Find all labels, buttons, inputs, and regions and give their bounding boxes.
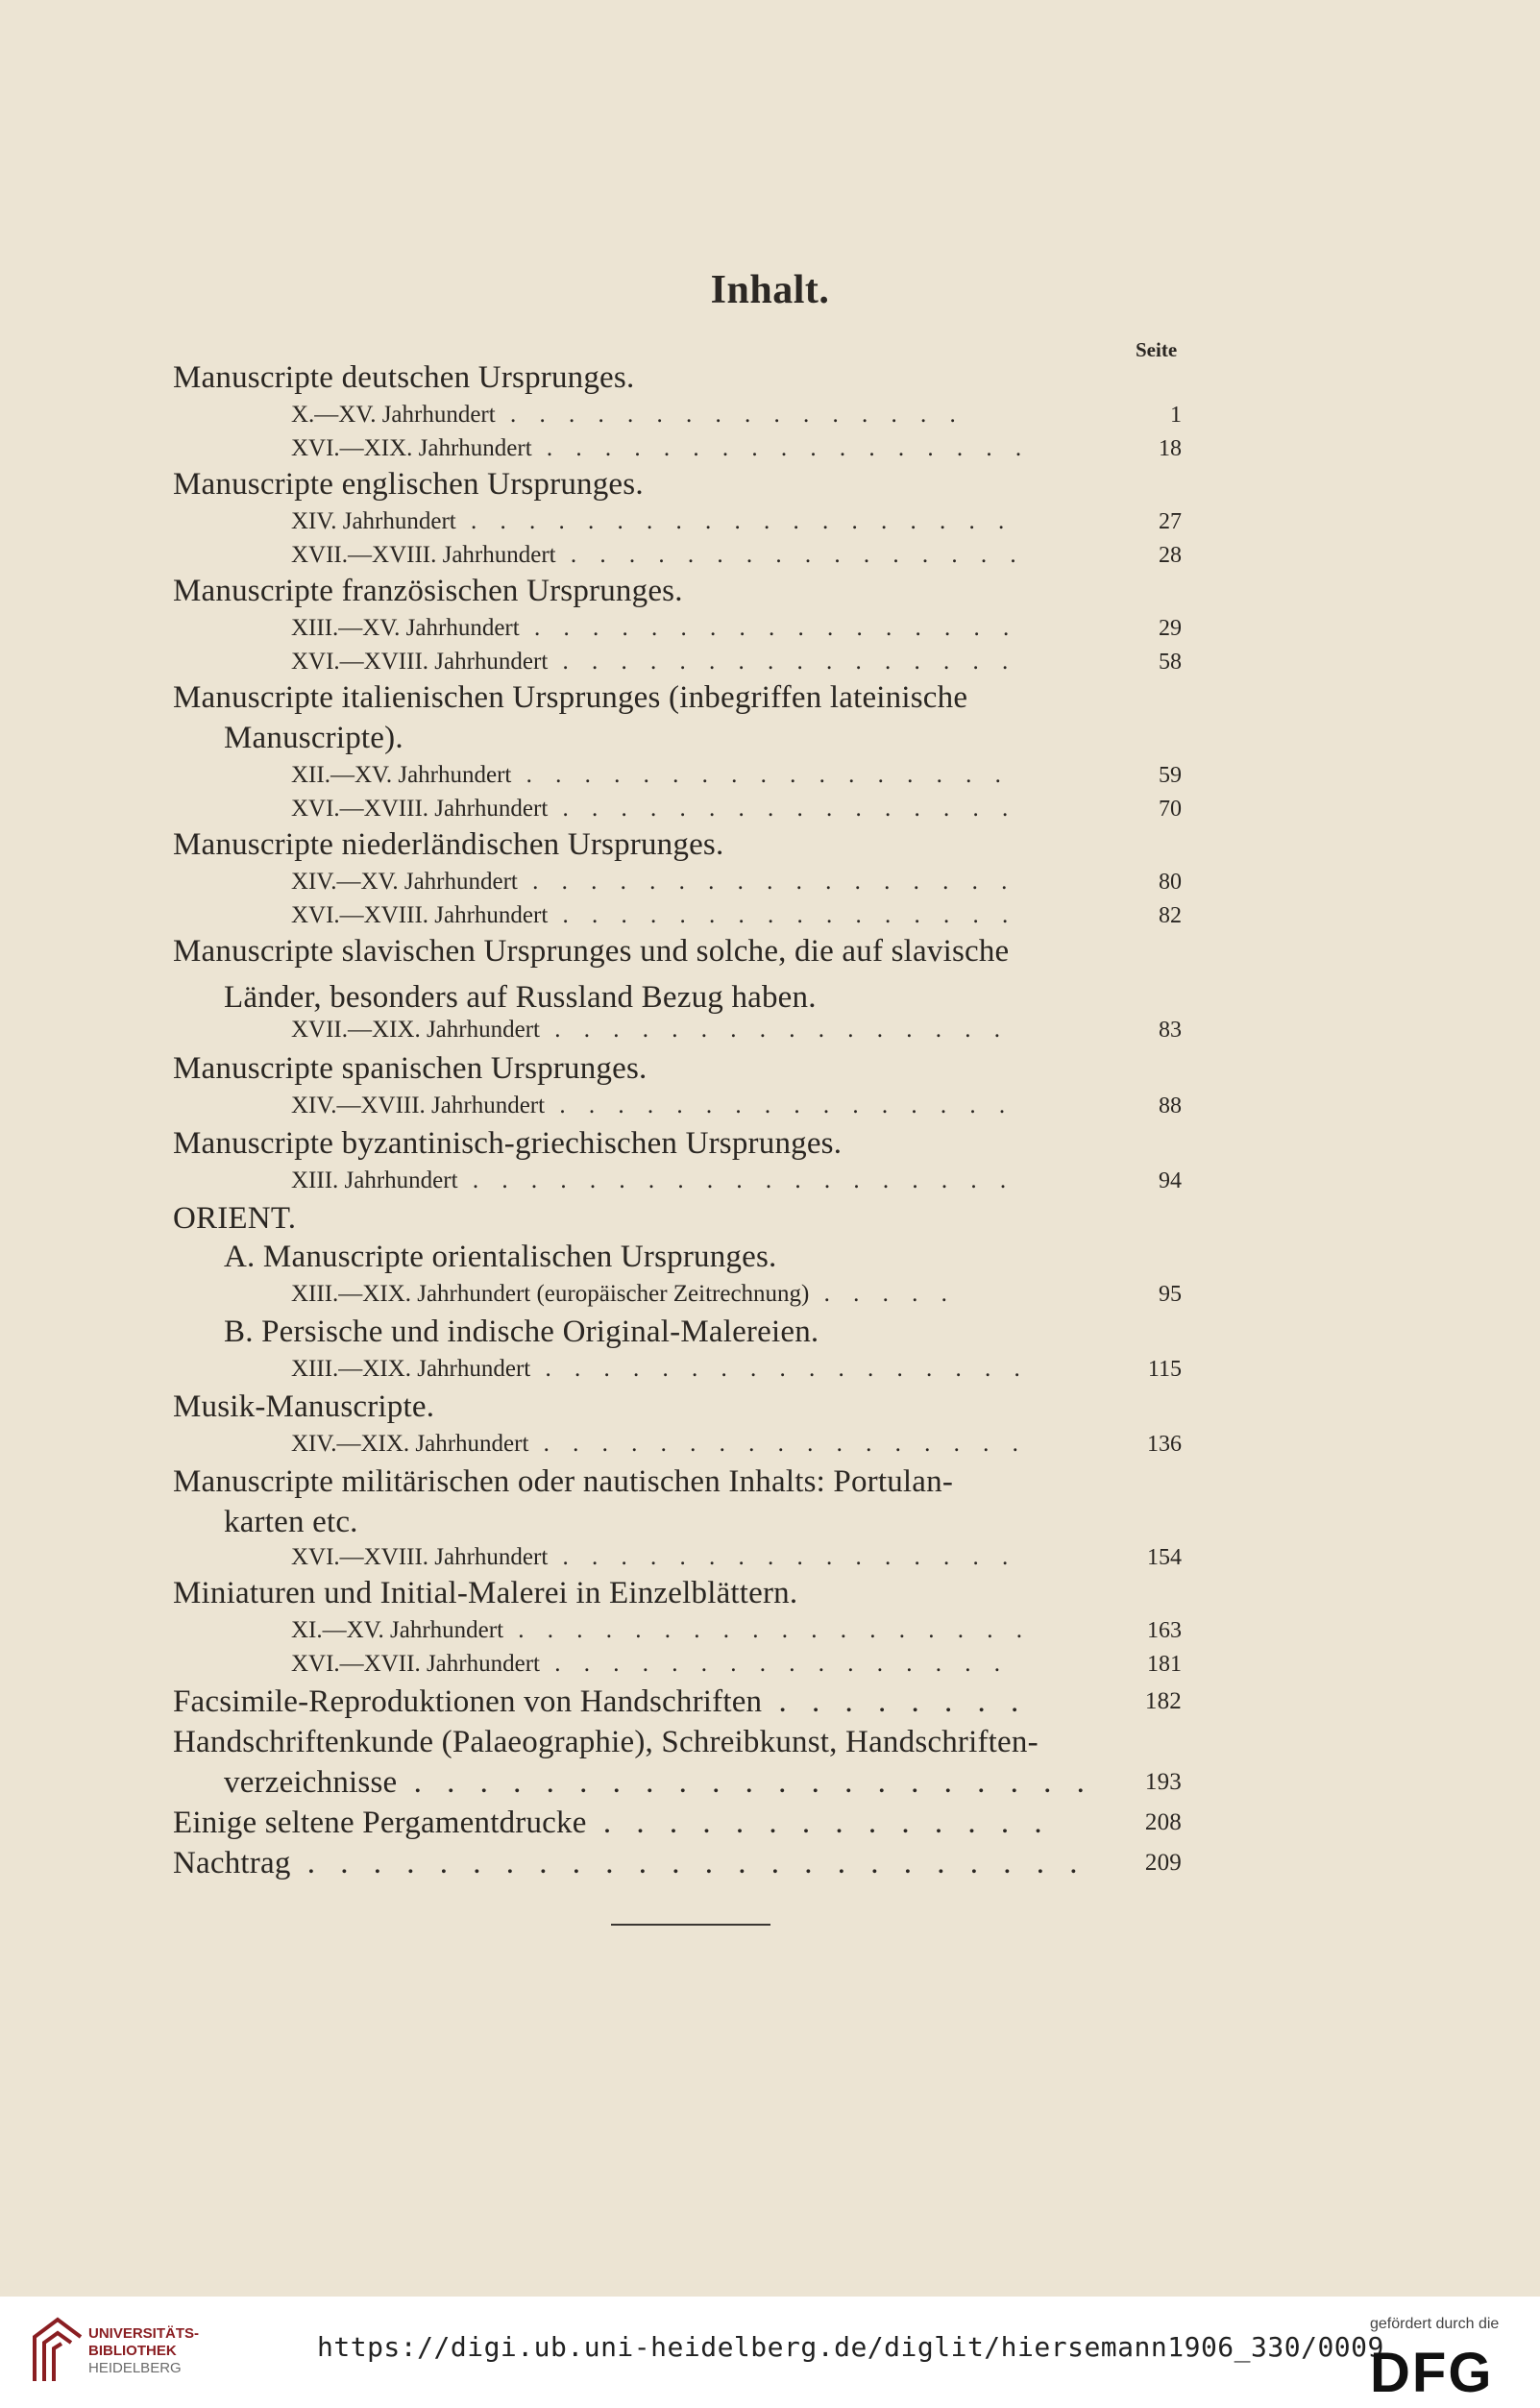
toc-entry-text: XIII.—XIX. Jahrhundert — [291, 1356, 531, 1382]
toc-heading — [173, 1124, 842, 1163]
toc-heading — [173, 678, 967, 717]
toc-entry-text: Einige seltene Pergamentdrucke — [173, 1806, 587, 1840]
page-number: 27 — [1159, 509, 1182, 534]
dfg-logo: DFG — [1370, 2342, 1494, 2404]
toc-heading — [173, 1462, 953, 1501]
leader-dots: . . . . . . . . . . . . . . . . . — [511, 762, 1010, 788]
leader-dots: . . . . . . . . . . . . . . . . — [548, 1544, 1017, 1570]
toc-heading — [173, 1683, 1182, 1721]
toc-heading — [173, 358, 634, 397]
toc-entry-text: XVI.—XVIII. Jahrhundert — [291, 1544, 549, 1570]
toc-entry-text: Manuscripte deutschen Ursprunges. — [173, 360, 635, 395]
toc-subentry — [291, 1014, 1182, 1052]
leader-dots: . . . . . . . . . . . . . . . . . — [528, 1431, 1027, 1457]
toc-entry-text: XIII.—XV. Jahrhundert — [291, 615, 520, 641]
toc-subentry — [291, 1353, 1182, 1391]
page-number: 154 — [1147, 1545, 1182, 1570]
leader-dots: . . . . . . . . . . . . . . — [586, 1806, 1051, 1840]
library-name-line-3: HEIDELBERG — [88, 2360, 182, 2376]
toc-entry-text: Manuscripte byzantinisch-griechischen Ursprunges. — [173, 1126, 843, 1161]
toc-entry-text: XIV.—XIX. Jahrhundert — [291, 1431, 529, 1457]
page-number: 163 — [1147, 1618, 1182, 1643]
toc-entry-text: Länder, besonders auf Russland Bezug haben. — [224, 980, 817, 1015]
toc-entry-text: XI.—XV. Jahrhundert — [291, 1617, 504, 1643]
toc-heading — [224, 1313, 819, 1351]
page-number: 193 — [1144, 1769, 1182, 1795]
toc-heading — [224, 1763, 1182, 1802]
page-number: 70 — [1159, 797, 1182, 822]
leader-dots: . . . . . . . . . . . . . . . . . . . — [455, 508, 1014, 534]
toc-entry-text: B. Persische und indische Original-Malereien. — [224, 1315, 819, 1349]
leader-dots: . . . . . . . . . . . . . . . . . . . . . . . . — [290, 1846, 1087, 1880]
toc-heading — [173, 932, 1009, 971]
leader-dots: . . . . . . . . — [762, 1684, 1028, 1719]
leader-dots: . . . . . . . . . . . . . . . . — [539, 1017, 1009, 1043]
leader-dots: . . . . . . . . . . . . . . . . — [539, 1651, 1009, 1677]
toc-entry-text: Musik-Manuscripte. — [173, 1389, 435, 1424]
toc-subentry — [291, 1165, 1182, 1203]
leader-dots: . . . . . . . . . . . . . . . . — [548, 649, 1017, 675]
toc-heading — [173, 1844, 1182, 1882]
page-number: 29 — [1159, 616, 1182, 641]
toc-entry-text: Manuscripte französischen Ursprunges. — [173, 574, 683, 608]
page-number: 94 — [1159, 1168, 1182, 1193]
toc-entry-text: XVI.—XVIII. Jahrhundert — [291, 649, 549, 675]
closing-rule — [611, 1924, 770, 1926]
toc-entry-text: ORIENT. — [173, 1201, 297, 1236]
toc-entry-text: XVI.—XVII. Jahrhundert — [291, 1651, 540, 1677]
leader-dots: . . . . . . . . . . . . . . . . — [495, 402, 965, 428]
page-number: 182 — [1144, 1688, 1182, 1714]
toc-subentry — [291, 1428, 1182, 1466]
page-number: 209 — [1144, 1850, 1182, 1876]
toc-entry-text: Handschriftenkunde (Palaeographie), Schreibkunst, Handschriften- — [173, 1725, 1039, 1759]
toc-entry-text: Nachtrag — [173, 1846, 291, 1880]
leader-dots: . . . . . . . . . . . . . . . . . . . . . — [397, 1765, 1093, 1800]
toc-heading — [173, 1804, 1182, 1842]
toc-entry-text: XVII.—XVIII. Jahrhundert — [291, 542, 556, 568]
leader-dots: . . . . . . . . . . . . . . . . . — [517, 869, 1016, 895]
leader-dots: . . . . . . . . . . . . . . . . . — [531, 435, 1031, 461]
toc-heading — [173, 465, 644, 504]
page-number: 1 — [1170, 403, 1182, 428]
toc-entry-text: Manuscripte italienischen Ursprunges (inbegriffen lateinische — [173, 680, 968, 715]
page-title: Inhalt. — [710, 268, 830, 312]
page-number: 18 — [1159, 436, 1182, 461]
toc-entry-text: XVI.—XVIII. Jahrhundert — [291, 796, 549, 822]
toc-entry-text: XII.—XV. Jahrhundert — [291, 762, 512, 788]
page-column-label: Seite — [1136, 338, 1178, 361]
leader-dots: . . . . . . . . . . . . . . . . . — [530, 1356, 1029, 1382]
library-logo-icon — [29, 2314, 86, 2391]
leader-dots: . . . . . . . . . . . . . . . . . . — [503, 1617, 1032, 1643]
toc-entry-text: XVII.—XIX. Jahrhundert — [291, 1017, 540, 1043]
leader-dots: . . . . . . . . . . . . . . . . — [555, 542, 1025, 568]
toc-subentry — [291, 399, 1182, 437]
toc-entry-text: Manuscripte spanischen Ursprunges. — [173, 1051, 648, 1086]
page-number: 28 — [1159, 543, 1182, 568]
permalink-url[interactable]: https://digi.ub.uni-heidelberg.de/diglit/hiersemann1906_330/0009 — [317, 2331, 1384, 2363]
leader-dots: . . . . . . . . . . . . . . . . — [545, 1093, 1014, 1118]
toc-entry-text: Manuscripte). — [224, 721, 403, 755]
page-number: 83 — [1159, 1018, 1182, 1043]
toc-heading — [173, 1049, 647, 1088]
toc-entry-text: XIII.—XIX. Jahrhundert (europäischer Zeitrechnung) — [291, 1281, 810, 1307]
library-name-line-1: UNIVERSITÄTS- — [88, 2325, 200, 2342]
leader-dots: . . . . . . . . . . . . . . . . — [548, 902, 1017, 928]
library-name — [88, 2325, 199, 2377]
toc-entry-text: XIII. Jahrhundert — [291, 1167, 458, 1193]
toc-entry-text: Manuscripte militärischen oder nautischen Inhalts: Portulan- — [173, 1464, 954, 1499]
toc-entry-text: XVI.—XVIII. Jahrhundert — [291, 902, 549, 928]
toc-entry-text: Facsimile-Reproduktionen von Handschriften — [173, 1684, 763, 1719]
toc-entry-text: verzeichnisse — [224, 1765, 398, 1800]
toc-heading — [173, 1388, 434, 1426]
toc-entry-text: Manuscripte englischen Ursprunges. — [173, 467, 644, 502]
page-number: 181 — [1147, 1652, 1182, 1677]
funder-caption: gefördert durch die — [1370, 2316, 1500, 2332]
toc-heading — [224, 978, 817, 1017]
toc-subentry — [291, 759, 1182, 798]
toc-heading — [224, 1503, 358, 1541]
toc-subentry — [291, 1090, 1182, 1128]
toc-subentry — [291, 1614, 1182, 1653]
toc-subentry — [291, 1278, 1182, 1316]
leader-dots: . . . . . . . . . . . . . . . . — [548, 796, 1017, 822]
toc-entry-text: XIV. Jahrhundert — [291, 508, 456, 534]
page-number: 136 — [1147, 1432, 1182, 1457]
toc-subentry — [291, 612, 1182, 651]
toc-subentry — [291, 1648, 1182, 1686]
toc-entry-text: X.—XV. Jahrhundert — [291, 402, 496, 428]
toc-heading — [224, 719, 403, 757]
leader-dots: . . . . . — [809, 1281, 956, 1307]
toc-heading — [224, 1238, 776, 1276]
toc-heading — [173, 1574, 797, 1612]
toc-entry-text: Manuscripte niederländischen Ursprunges. — [173, 827, 724, 862]
toc-subentry — [291, 866, 1182, 904]
toc-entry-text: A. Manuscripte orientalischen Ursprunges. — [224, 1240, 777, 1274]
page-number: 208 — [1144, 1809, 1182, 1835]
leader-dots: . . . . . . . . . . . . . . . . . — [519, 615, 1018, 641]
toc-heading — [173, 1723, 1039, 1761]
page-number: 80 — [1159, 870, 1182, 895]
library-name-line-2: BIBLIOTHEK — [88, 2343, 177, 2359]
toc-heading — [173, 825, 723, 864]
digitization-footer — [0, 2297, 1540, 2408]
page-number: 88 — [1159, 1093, 1182, 1118]
leader-dots: . . . . . . . . . . . . . . . . . . . — [457, 1167, 1015, 1193]
toc-entry-text: Manuscripte slavischen Ursprunges und solche, die auf slavische — [173, 934, 1010, 969]
toc-heading — [173, 572, 683, 610]
page-number: 58 — [1159, 650, 1182, 675]
page-number: 59 — [1159, 763, 1182, 788]
toc-entry-text: XVI.—XIX. Jahrhundert — [291, 435, 532, 461]
page-number: 115 — [1147, 1357, 1182, 1382]
toc-entry-text: XIV.—XVIII. Jahrhundert — [291, 1093, 546, 1118]
page-number: 95 — [1159, 1282, 1182, 1307]
toc-subentry — [291, 505, 1182, 544]
toc-heading — [173, 1199, 296, 1238]
page-number: 82 — [1159, 903, 1182, 928]
toc-entry-text: karten etc. — [224, 1505, 358, 1539]
toc-entry-text: XIV.—XV. Jahrhundert — [291, 869, 518, 895]
toc-entry-text: Miniaturen und Initial-Malerei in Einzelblättern. — [173, 1576, 798, 1610]
